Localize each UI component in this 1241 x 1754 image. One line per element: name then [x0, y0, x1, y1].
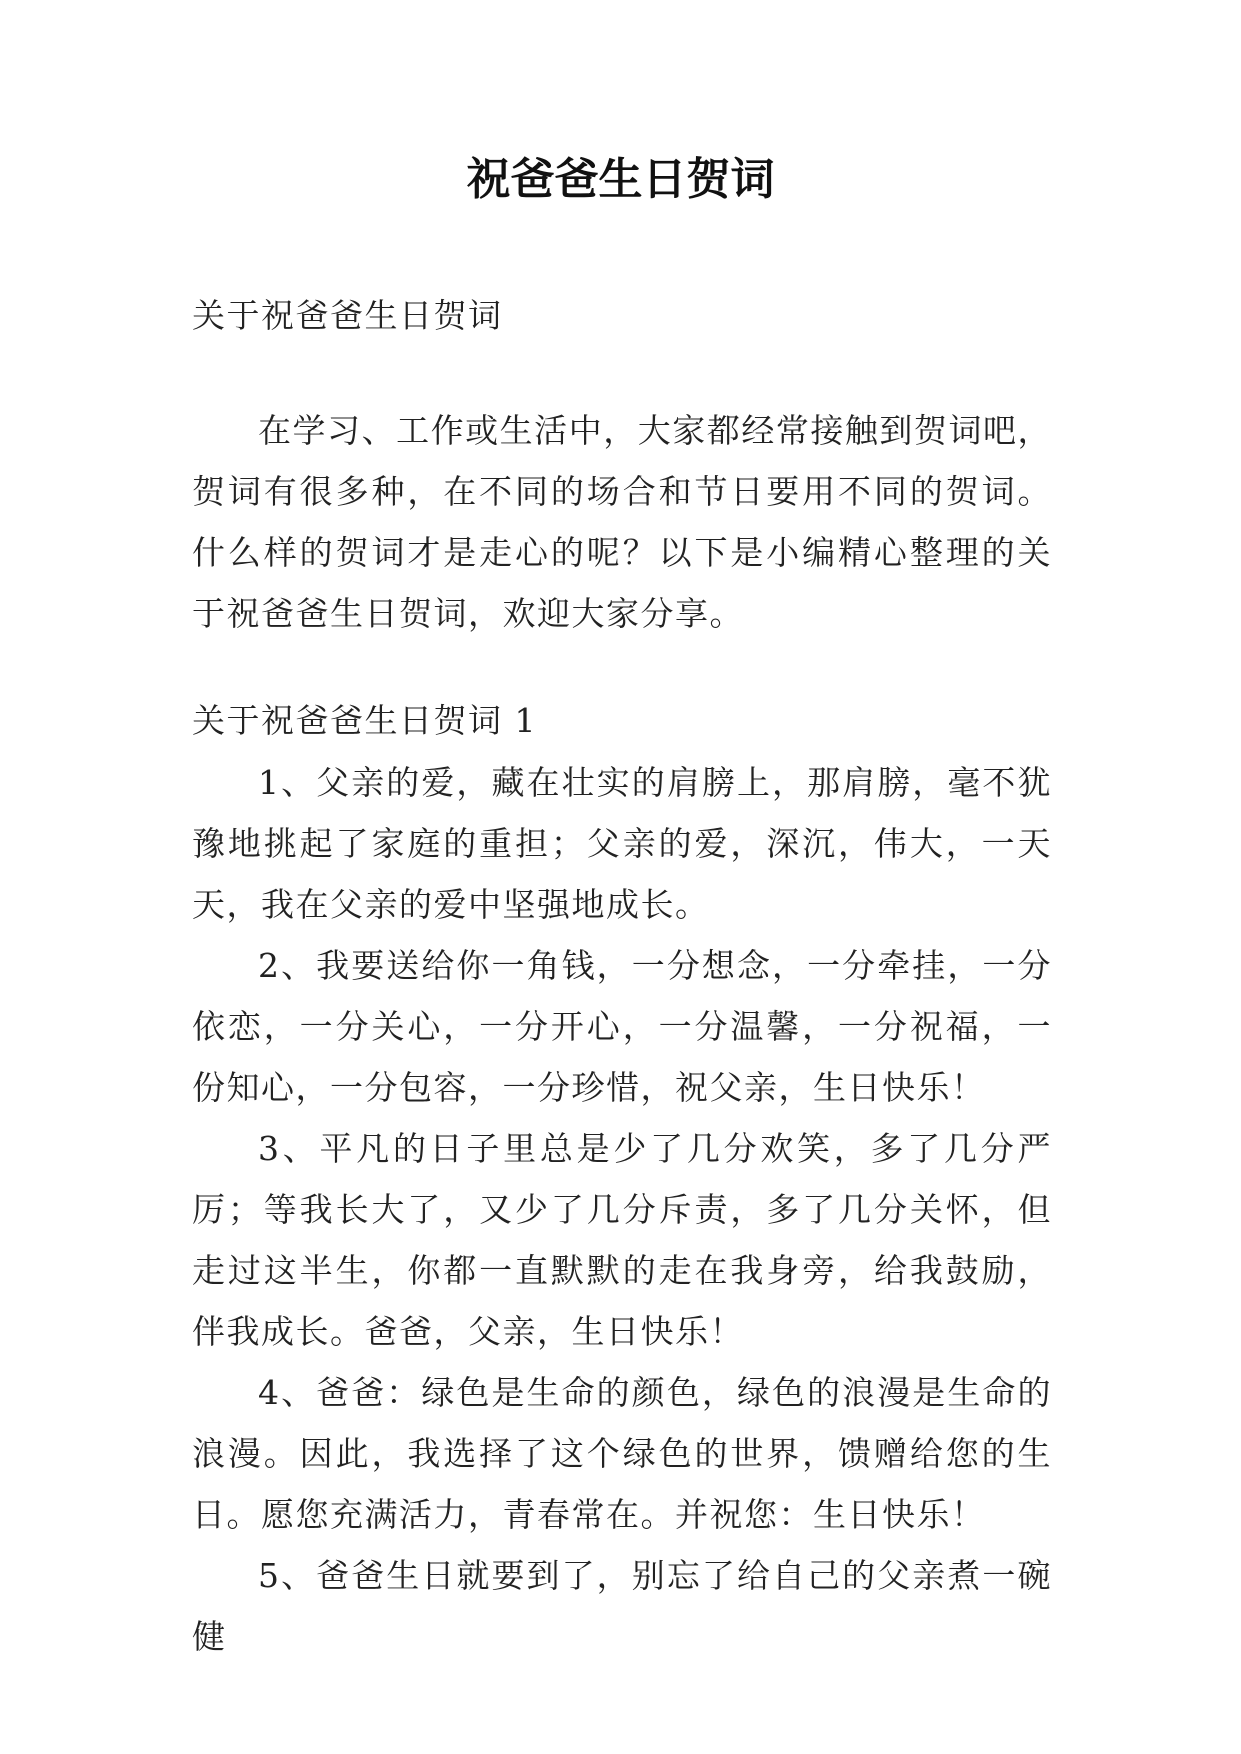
wish-paragraph-1: 1、父亲的爱，藏在壮实的肩膀上，那肩膀，毫不犹豫地挑起了家庭的重担；父亲的爱，深沉，伟大，一天天，我在父亲的爱中坚强地成长。 — [192, 763, 1052, 924]
wish-paragraph-2: 2、我要送给你一角钱，一分想念，一分牵挂，一分依恋，一分关心，一分开心，一分温馨，一分祝福，一份知心，一分包容，一分珍惜，祝父亲，生日快乐！ — [192, 946, 1052, 1107]
wish-paragraph-4: 4、爸爸：绿色是生命的颜色，绿色的浪漫是生命的浪漫。因此，我选择了这个绿色的世界，馈赠给您的生日。愿您充满活力，青春常在。并祝您：生日快乐！ — [192, 1373, 1052, 1534]
wish-paragraph-5: 5、爸爸生日就要到了，别忘了给自己的父亲煮一碗健 — [192, 1556, 1052, 1656]
wishes-list — [192, 752, 1052, 1667]
intro-paragraph: 在学习、工作或生活中，大家都经常接触到贺词吧，贺词有很多种，在不同的场合和节日要用不同的贺词。什么样的贺词才是走心的呢？以下是小编精心整理的关于祝爸爸生日贺词，欢迎大家分享。 — [192, 411, 1052, 633]
document-title: 祝爸爸生日贺词 — [466, 154, 775, 205]
document-subtitle: 关于祝爸爸生日贺词 — [192, 296, 503, 335]
section-title: 关于祝爸爸生日贺词 1 — [192, 701, 537, 740]
wish-paragraph-3: 3、平凡的日子里总是少了几分欢笑，多了几分严厉；等我长大了，又少了几分斥责，多了几分关怀，但走过这半生，你都一直默默的走在我身旁，给我鼓励，伴我成长。爸爸，父亲，生日快乐！ — [192, 1129, 1052, 1351]
